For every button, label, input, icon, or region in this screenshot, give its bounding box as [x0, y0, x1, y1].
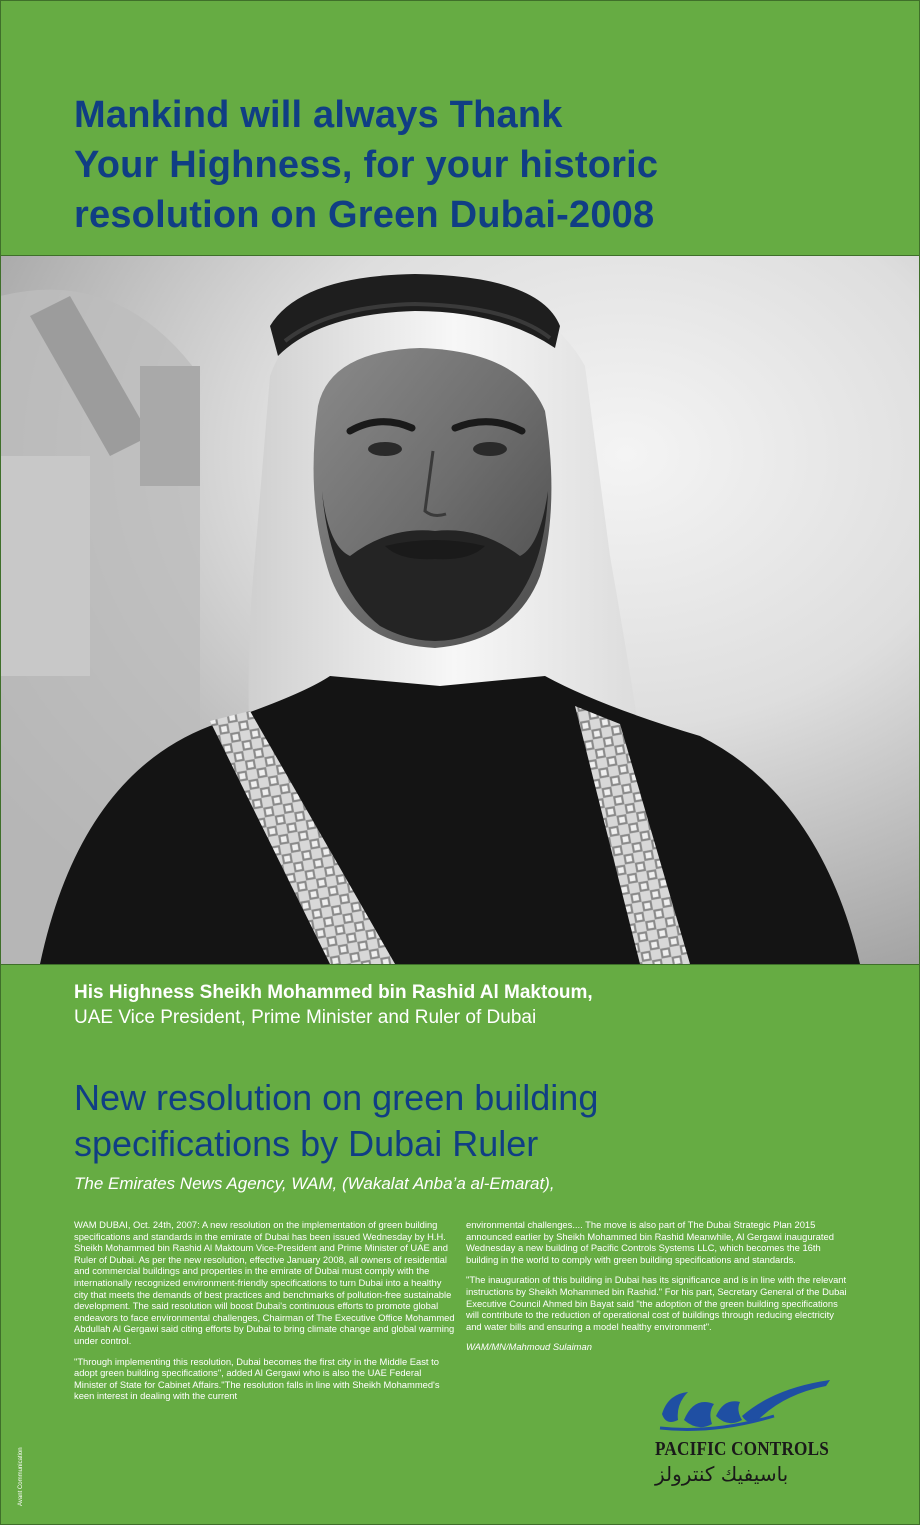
article-column-left: [74, 1219, 456, 1411]
headline-line-1: Mankind will always Thank: [74, 94, 563, 136]
article-paragraph: environmental challenges.... The move is also part of The Dubai Strategic Plan 2015 announced earlier by Sheikh Mohammed bin Rashid Meanwhile, Al Gergawi inaugurated Wednesday a new building of Pacific Controls Systems LLC, which becomes the 16th building in the world to comply with green building specifications and standards.: [466, 1219, 834, 1265]
pacific-controls-brand: [640, 1400, 840, 1500]
article-source: The Emirates News Agency, WAM, (Wakalat Anba’a al-Emarat),: [74, 1174, 555, 1193]
agency-note: Avant Communication: [18, 1447, 24, 1506]
headline: [74, 90, 894, 240]
article-heading-line-1: New resolution on green building: [74, 1077, 599, 1118]
article-paragraph: WAM DUBAI, Oct. 24th, 2007: A new resolution on the implementation of green building specifications and standards in the emirate of Dubai has been issued Wednesday by H.H. Sheikh Mohammed bin Rashid Al Maktoum Vice-President and Prime Minister of UAE and Ruler of Dubai. As per the new resolution, effective January 2008, all owners of residential and commercial buildings and properties in the emirate of Dubai must comply with the internationally recognized environment-friendly specifications to turn Dubai into a healthy city that meets the demands of best practices and benchmarks of pollution-free sustainable development. The said resolution will boost Dubai's continuous efforts to promote global endeavors to face environmental challenges, Chairman of The Executive Office Mohammed Abdullah Al Gergawi said citing efforts by Dubai to bring climate change and global warming under control.: [74, 1219, 455, 1346]
caption-title: UAE Vice President, Prime Minister and Ruler of Dubai: [74, 1007, 537, 1028]
portrait-photo: [0, 255, 920, 965]
article-heading-line-2: specifications by Dubai Ruler: [74, 1123, 539, 1164]
headline-line-2: Your Highness, for your historic: [74, 144, 659, 186]
photo-caption: [74, 980, 593, 1030]
article-column-right: [466, 1219, 850, 1362]
pacific-controls-logo-icon: [654, 1376, 834, 1440]
caption-name: His Highness Sheikh Mohammed bin Rashid Al Maktoum,: [74, 982, 593, 1003]
brand-name-english: PACIFIC CONTROLS: [655, 1438, 829, 1460]
brand-name-arabic: باسيفيك كنترولز: [655, 1462, 789, 1486]
article-paragraph: "Through implementing this resolution, Dubai becomes the first city in the Middle East to adopt green building specifications", added Al Gergawi who is also the UAE Federal Minister of State for Cabinet Affairs."The resolution falls in line with Sheikh Mohammed's keen interest in dealing with the current: [74, 1355, 440, 1402]
article-heading: [74, 1075, 598, 1167]
headline-line-3: resolution on Green Dubai-2008: [74, 194, 655, 236]
article-paragraph: "The inauguration of this building in Dubai has its significance and is in line with the relevant instructions by Sheikh Mohammed bin Rashid." For his part, Secretary General of the Dubai Executive Council Ahmed bin Bayat said "the adoption of the green building specifications will contribute to the reduction of operational cost of buildings through reducing electricity and water bills and ensuring a model healthy environment".: [466, 1274, 847, 1332]
article-credit: WAM/MN/Mahmoud Sulaiman: [466, 1341, 592, 1353]
